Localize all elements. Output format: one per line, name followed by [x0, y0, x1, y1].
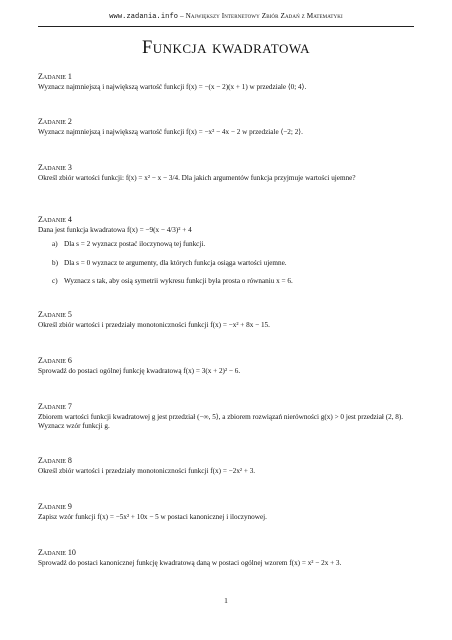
task-label: Zadanie 9 [38, 502, 72, 511]
item-letter: c) [52, 277, 58, 286]
task-text: Określ zbiór wartości funkcji: f(x) = x² − x − 3/4. Dla jakich argumentów funkcja przyjmuje wartości ujemne? [38, 173, 356, 182]
task-3 [38, 163, 418, 183]
header-separator: – [178, 12, 186, 20]
page-number: 1 [224, 596, 228, 605]
item-letter: a) [52, 240, 58, 249]
task-text: Dana jest funkcja kwadratowa f(x) = −9(x − 4/3)² + 4 [38, 225, 192, 234]
task-6 [38, 356, 418, 376]
task-2 [38, 117, 418, 137]
task-text: Zapisz wzór funkcji f(x) = −5x² + 10x − 5 w postaci kanonicznej i iloczynowej. [38, 512, 267, 521]
page-header [0, 12, 452, 21]
task-9 [38, 502, 418, 522]
task-1 [38, 72, 418, 92]
task-4 [38, 215, 418, 287]
page-title: Funkcja kwadratowa [141, 38, 311, 58]
task-label: Zadanie 10 [38, 548, 76, 557]
item-text: Wyznacz s tak, aby osią symetrii wykresu funkcji była prosta o równaniu x = 6. [64, 277, 293, 286]
task-text: Zbiorem wartości funkcji kwadratowej g jest przedział (−∞, 5⟩, a zbiorem rozwiązań nierówności g(x) > 0 jest przedział (2, 8). Wyznacz wzór funkcji g. [38, 412, 404, 431]
task-text: Sprowadź do postaci ogólnej funkcję kwadratową f(x) = 3(x + 2)² − 6. [38, 366, 241, 375]
task-4-item-b [52, 259, 418, 269]
task-7 [38, 402, 418, 432]
task-4-item-c [52, 277, 418, 287]
task-label: Zadanie 4 [38, 215, 72, 224]
task-text: Wyznacz najmniejszą i największą wartość funkcji f(x) = −x² − 4x − 2 w przedziale ⟨−2; 2⟩. [38, 127, 303, 136]
task-label: Zadanie 6 [38, 356, 72, 365]
site-url[interactable]: www.zadania.info [109, 13, 179, 21]
task-label: Zadanie 5 [38, 310, 72, 319]
task-label: Zadanie 3 [38, 163, 72, 172]
task-label: Zadanie 1 [38, 72, 72, 81]
task-8 [38, 456, 418, 476]
item-text: Dla s = 2 wyznacz postać iloczynową tej funkcji. [64, 240, 206, 249]
task-10 [38, 548, 418, 568]
task-text: Wyznacz najmniejszą i największą wartość funkcji f(x) = −(x − 2)(x + 1) w przedziale ⟨0; 4⟩. [38, 82, 307, 91]
task-text: Sprowadź do postaci kanonicznej funkcję kwadratową daną w postaci ogólnej wzorem f(x) = x² − 2x + 3. [38, 558, 342, 567]
collection-name: Największy Internetowy Zbiór Zadań z Matematyki [185, 12, 343, 20]
task-text: Określ zbiór wartości i przedziały monotoniczności funkcji f(x) = −x² + 8x − 15. [38, 320, 270, 329]
task-label: Zadanie 7 [38, 402, 72, 411]
task-5 [38, 310, 418, 330]
task-4-item-a [52, 240, 418, 250]
task-label: Zadanie 8 [38, 456, 72, 465]
item-text: Dla s = 0 wyznacz te argumenty, dla których funkcja osiąga wartości ujemne. [64, 258, 287, 267]
header-rule [38, 26, 414, 27]
task-label: Zadanie 2 [38, 117, 72, 126]
item-letter: b) [52, 258, 58, 267]
task-text: Określ zbiór wartości i przedziały monotoniczności funkcji f(x) = −2x² + 3. [38, 466, 256, 475]
